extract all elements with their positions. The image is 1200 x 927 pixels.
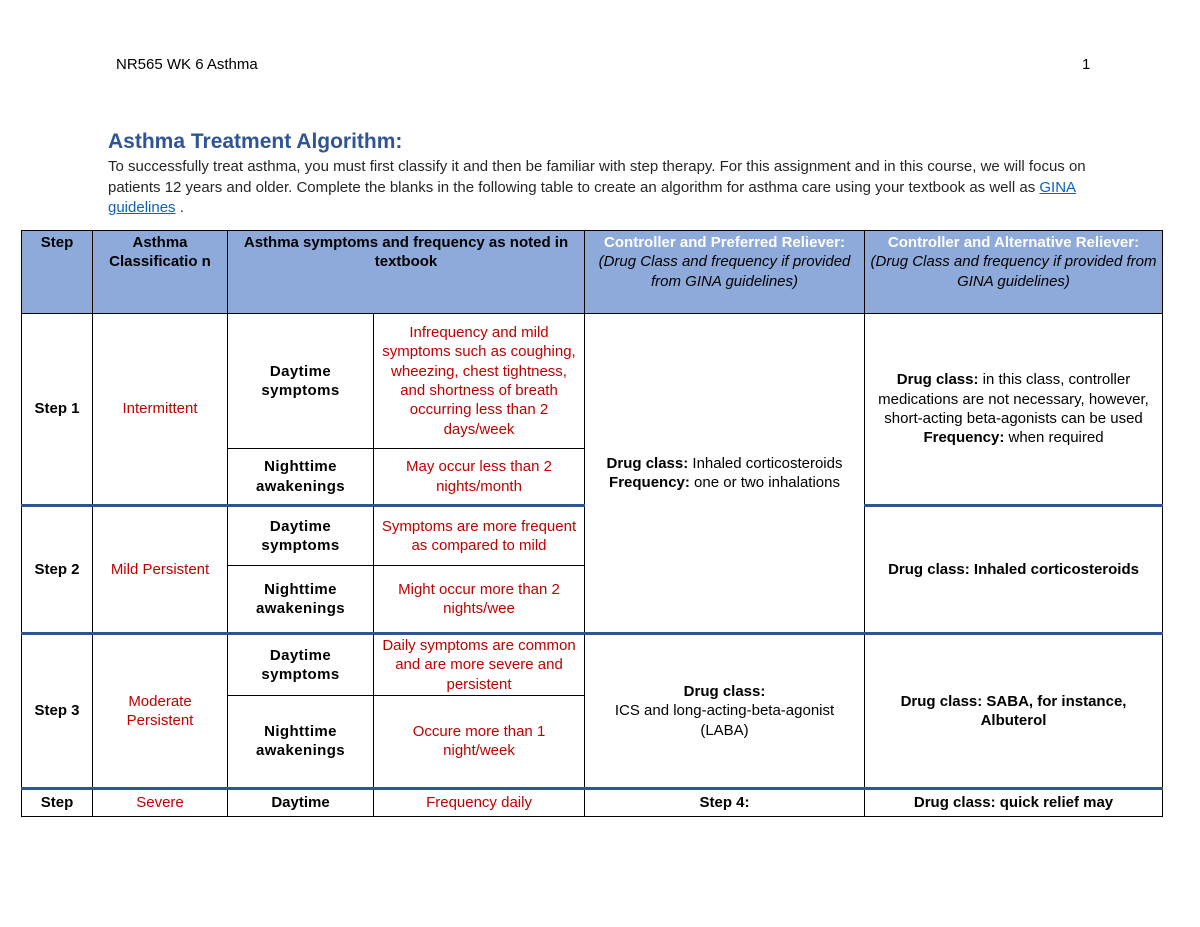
step-4-daytime-label: Daytime	[228, 788, 374, 816]
header-classification: Asthma Classificatio n	[93, 231, 228, 314]
page-header-title: NR565 WK 6 Asthma	[116, 56, 258, 73]
intro-paragraph	[108, 157, 1098, 219]
alt-frequency-label: Frequency:	[923, 429, 1005, 447]
step-3-pref-drug-value: ICS and long-acting-beta-agonist (LABA)	[614, 702, 835, 739]
step-2-daytime-label: Daytime symptoms	[228, 506, 374, 566]
asthma-algorithm-table	[21, 230, 1163, 817]
header-alternative-subtitle: (Drug Class and frequency if provided from GINA guidelines)	[870, 253, 1157, 290]
step-3-alternative-reliever: Drug class: SABA, for instance, Albuterol	[865, 634, 1163, 789]
gina-guidelines-link[interactable]: GINA guidelines	[108, 178, 1077, 216]
intro-text: To successfully treat asthma, you must first classify it and then be familiar with step therapy. For this assignment and in this course, we will focus on patients 12 years and older. Complete the blanks in the following table to create an algorithm for asthma care using your textbook as well as	[108, 158, 1086, 196]
step-1-alternative-reliever	[865, 314, 1163, 506]
step-3-daytime-value: Daily symptoms are common and are more severe and persistent	[374, 634, 585, 696]
table-row	[22, 634, 1163, 696]
step-2-daytime-value: Symptoms are more frequent as compared to mild	[374, 506, 585, 566]
step-4-label: Step	[22, 788, 93, 816]
pref-drug-class-value: Inhaled corticosteroids	[688, 454, 843, 472]
preferred-reliever-step-1-2	[585, 314, 865, 634]
step-1-nighttime-label: Nighttime awakenings	[228, 449, 374, 506]
step-3-label: Step 3	[22, 634, 93, 789]
page-number: 1	[1082, 56, 1091, 73]
alt-frequency-value: when required	[1004, 429, 1104, 447]
step-2-label: Step 2	[22, 506, 93, 634]
step-3-preferred-reliever	[585, 634, 865, 789]
step-2-alternative-reliever: Drug class: Inhaled corticosteroids	[865, 506, 1163, 634]
step-1-daytime-label: Daytime symptoms	[228, 314, 374, 449]
table-row	[22, 788, 1163, 816]
alt-drug-class-value: in this class, controller medications are not necessary, however, short-acting beta-agonists can be used	[878, 371, 1149, 427]
table-row	[22, 314, 1163, 449]
header-preferred-title: Controller and Preferred Reliever:	[604, 234, 845, 251]
step-4-preferred-reliever: Step 4:	[585, 788, 865, 816]
header-symptoms: Asthma symptoms and frequency as noted in textbook	[228, 231, 585, 314]
step-3-daytime-label: Daytime symptoms	[228, 634, 374, 696]
step-1-classification: Intermittent	[93, 314, 228, 506]
header-preferred-subtitle: (Drug Class and frequency if provided from GINA guidelines)	[598, 253, 851, 290]
step-2-nighttime-value: Might occur more than 2 nights/wee	[374, 566, 585, 634]
step-3-nighttime-value: Occure more than 1 night/week	[374, 695, 585, 788]
step-4-alternative-reliever: Drug class: quick relief may	[865, 788, 1163, 816]
step-3-nighttime-label: Nighttime awakenings	[228, 695, 374, 788]
header-alternative-title: Controller and Alternative Reliever:	[887, 234, 1140, 251]
step-1-nighttime-value: May occur less than 2 nights/month	[374, 449, 585, 506]
pref-frequency-label: Frequency:	[609, 474, 690, 491]
step-3-pref-drug-label: Drug class:	[683, 683, 766, 700]
step-1-daytime-value: Infrequency and mild symptoms such as coughing, wheezing, chest tightness, and shortness of breath occurring less than 2 days/week	[374, 314, 585, 449]
step-1-label: Step 1	[22, 314, 93, 506]
pref-drug-class-label: Drug class:	[606, 454, 689, 472]
alt-drug-class-label: Drug class:	[896, 371, 979, 389]
intro-text-end: .	[175, 199, 184, 216]
header-step: Step	[22, 231, 93, 314]
step-4-daytime-value: Frequency daily	[374, 788, 585, 816]
step-2-nighttime-label: Nighttime awakenings	[228, 566, 374, 634]
pref-frequency-value: one or two inhalations	[689, 474, 840, 491]
page-title: Asthma Treatment Algorithm:	[108, 130, 403, 153]
step-3-classification: Moderate Persistent	[93, 634, 228, 789]
header-alternative-reliever	[865, 231, 1163, 314]
step-4-classification: Severe	[93, 788, 228, 816]
step-2-classification: Mild Persistent	[93, 506, 228, 634]
header-preferred-reliever	[585, 231, 865, 314]
